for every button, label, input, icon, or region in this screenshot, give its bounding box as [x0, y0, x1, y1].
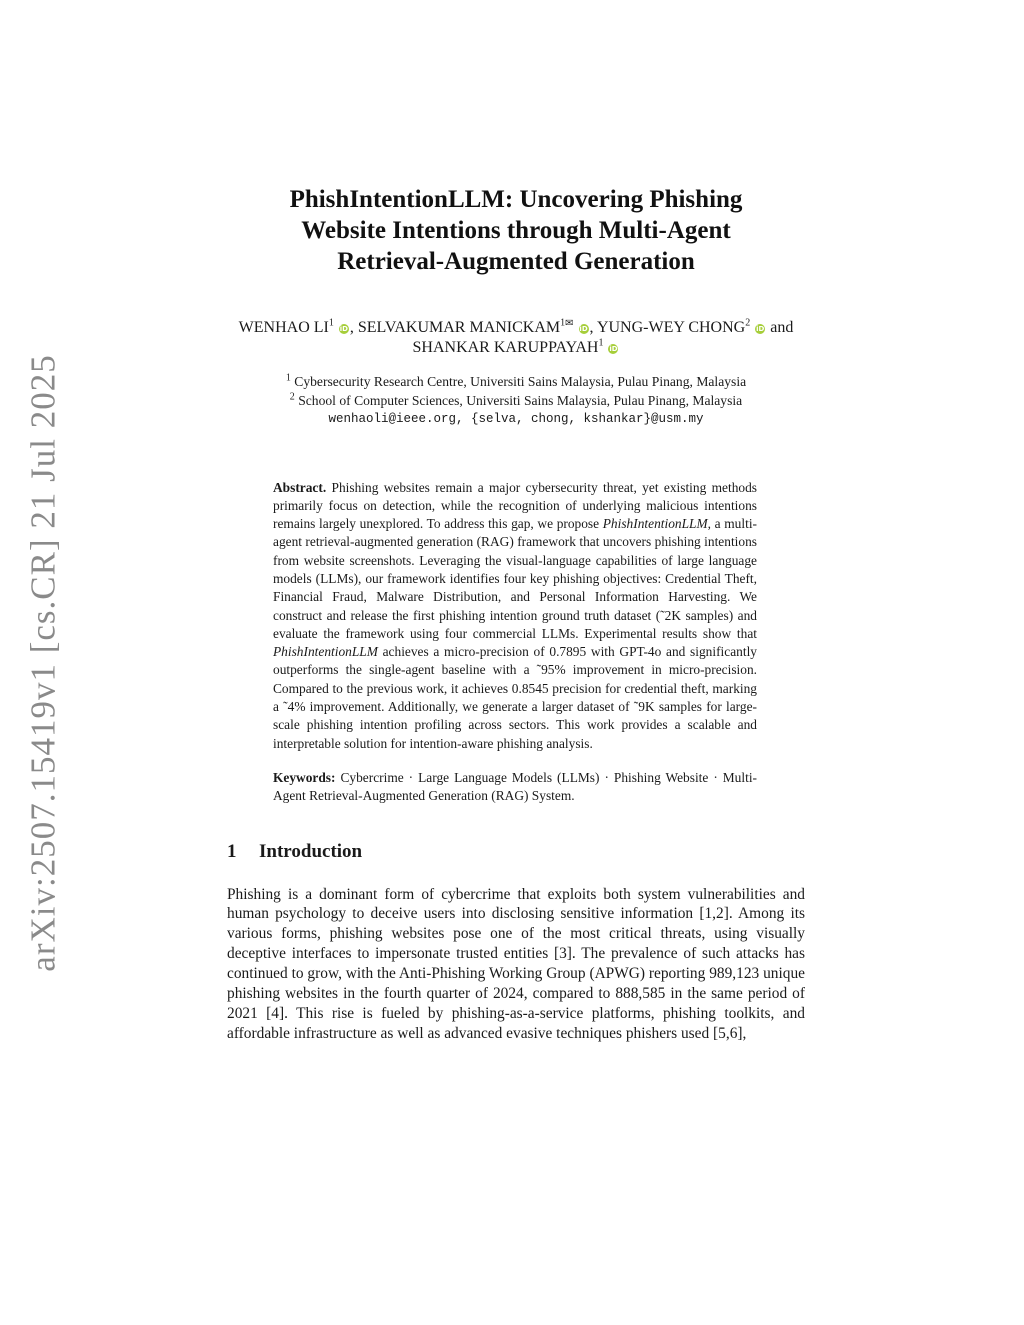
arxiv-id: arXiv:2507.15419v1 [cs.CR] 21 Jul 2025 [24, 354, 64, 972]
orcid-icon[interactable]: iD [339, 325, 348, 333]
author-name: SHANKAR KARUPPAYAH$^1$ iD [412, 337, 618, 356]
author-name: WENHAO $LI^1$ iD , [238, 317, 354, 336]
section-title: Introduction [259, 840, 363, 862]
section-number: 1 [227, 840, 237, 862]
email-addresses: wenhaoli@ieee.org, {selva, chong, kshankar}@usm.my [328, 412, 704, 426]
title-line: Website Intentions through Multi-Agent [301, 217, 731, 244]
abstract [273, 479, 757, 806]
title-line: PhishIntentionLLM: Uncovering Phishing [289, 186, 743, 213]
affiliations [227, 373, 805, 429]
affiliation: $^2$ School of Computer Sciences, Universiti Sains Malaysia, Pulau Pinang, Malaysia [289, 390, 743, 408]
affiliation: $^1$ Cybersecurity Research Centre, Universiti Sains Malaysia, Pulau Pinang, Malaysia [285, 372, 747, 389]
author-list [227, 314, 805, 358]
abstract-text: Abstract. Phishing websites remain a major cybersecurity threat, yet existing methods primarily focus on detection, while the recognition of underlying malicious intentions remains largely unexplored. To address this gap, we propose PhishIntentionLLM, a multi-agent retrieval-augmented generation (RAG) framework that uncovers phishing intentions from website screenshots. Leveraging the visual-language capabilities of large language models (LLMs), our framework identifies four key phishing objectives: Credential Theft, Financial Fraud, Malware Distribution, and Personal Information Harvesting. We construct and release the first phishing intention ground truth dataset (˜2K samples) and evaluate the framework using four commercial LLMs. Experimental results show that PhishIntentionLLM achieves a micro-precision of 0.7895 with GPT-4o and significantly outperforms the single-agent baseline with a ˜95% improvement in micro-precision. Compared to the previous work, it achieves 0.8545 precision for credential theft, marking a ˜4% improvement. Additionally, we generate a larger dataset of ˜9K samples for large-scale phishing intention profiling across sectors. This work provides a scalable and interpretable solution for intention-aware phishing analysis. [273, 479, 757, 751]
title-line: Retrieval-Augmented Generation [337, 248, 695, 275]
orcid-icon[interactable]: iD [579, 325, 588, 333]
keywords-label: Keywords: [273, 769, 336, 785]
introduction-body [227, 885, 805, 1044]
paper-page [227, 184, 805, 1044]
envelope-icon: ✉ [565, 318, 574, 329]
orcid-icon[interactable]: iD [756, 325, 765, 333]
paragraph: Phishing is a dominant form of cybercrime that exploits both system vulnerabilities and human psychology to deceive users into disclosing sensitive information [1,2]. Among its various forms, phishing websites pose one of the most critical threats, using visually deceptive interfaces to impersonate trusted entities [3]. The prevalence of such attacks has continued to grow, with the Anti-Phishing Working Group (APWG) reporting 989,123 unique phishing websites in the fourth quarter of 2024, compared to 888,585 in the same period of 2021 [4]. This rise is fueled by phishing-as-a-service platforms, phishing toolkits, and affordable infrastructure as well as advanced evasive techniques phishers used [5,6], [227, 885, 805, 1042]
orcid-icon[interactable]: iD [609, 345, 618, 353]
author-conjunction: and [770, 319, 794, 336]
keywords: Keywords: Cybercrime · Large Language Models (LLMs) · Phishing Website · Multi-Agent Retrieval-Augmented Generation (RAG) System. [273, 769, 757, 804]
method-name: PhishIntentionLLM [602, 516, 708, 532]
method-name: PhishIntentionLLM [273, 644, 378, 660]
author-name: SELVAKUMAR $MANICKAM^{1✉}$ iD , [357, 317, 594, 336]
author-name: YUNG-WEY CHONG$^2$ iD [596, 317, 765, 336]
abstract-label: Abstract. [273, 479, 327, 495]
paper-title [227, 184, 805, 277]
section-heading [227, 841, 805, 863]
arxiv-stamp [16, 354, 72, 972]
